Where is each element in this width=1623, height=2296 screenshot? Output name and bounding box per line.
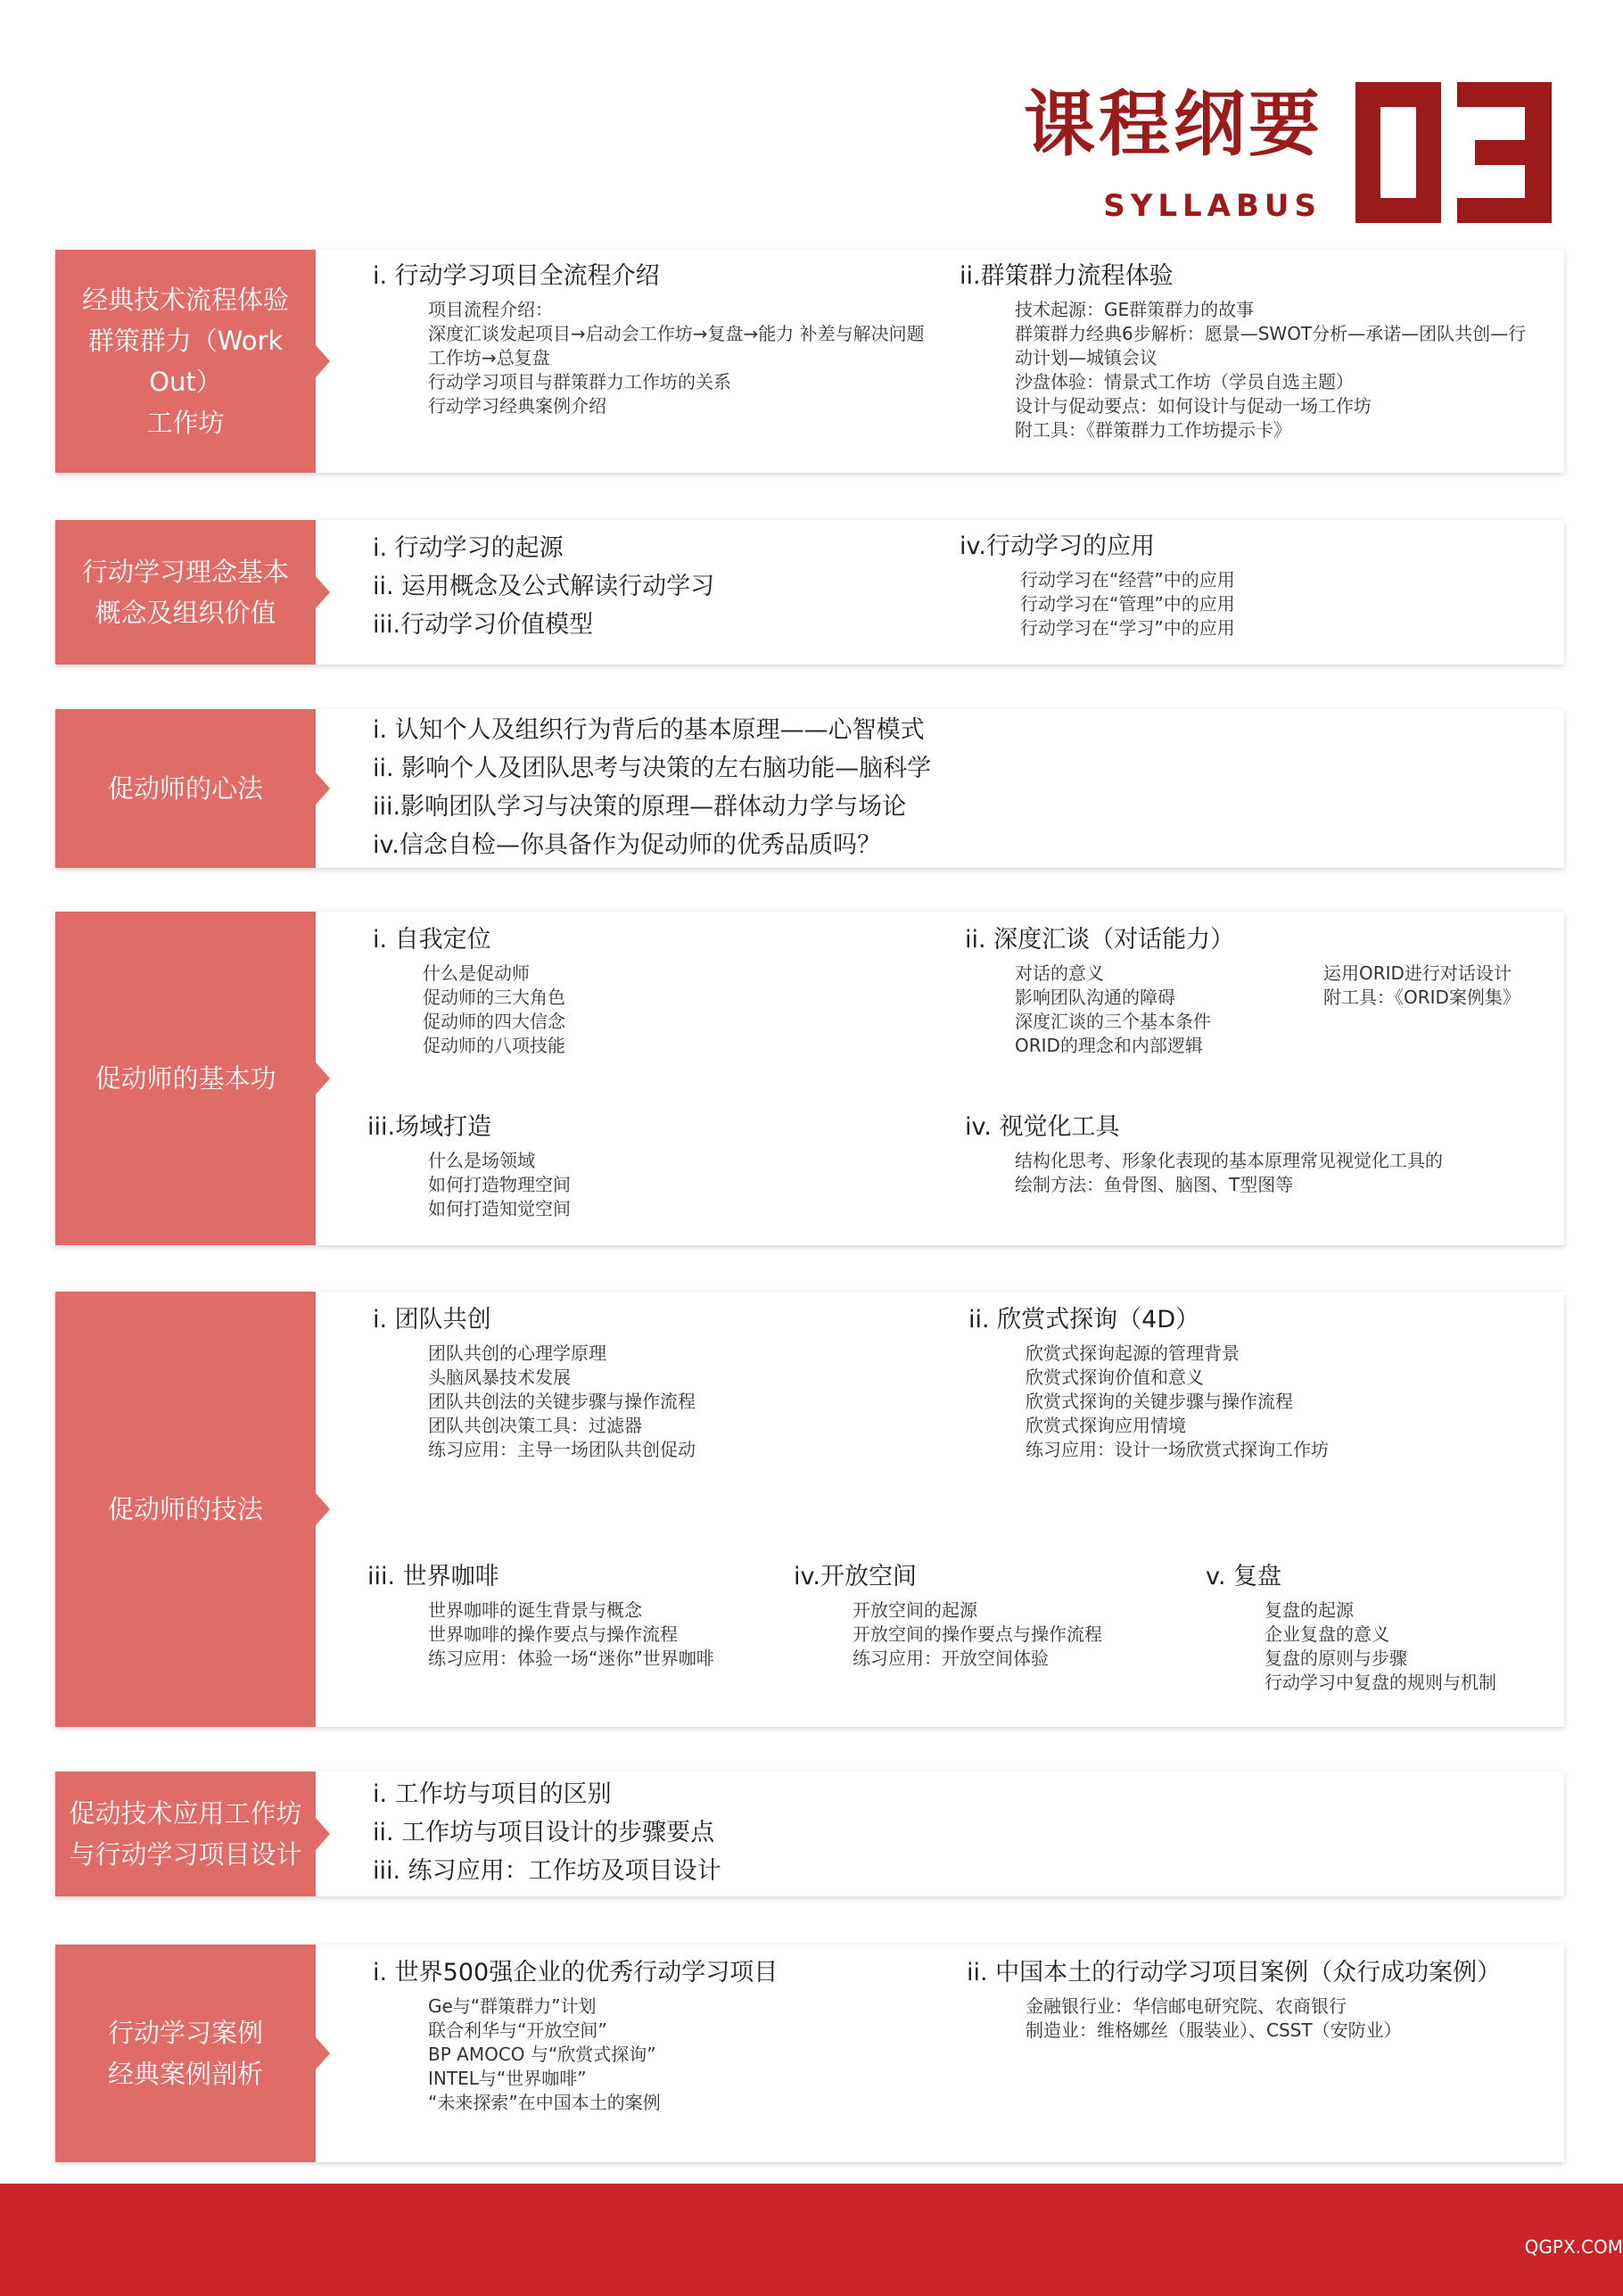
topic-column: iv. 视觉化工具 结构化思考、形象化表现的基本原理常见视觉化工具的 绘制方法：鱼骨图、脑图、T型图等: [965, 1110, 1553, 1197]
section-label: 促动师的心法: [55, 709, 316, 868]
topic-title: iv.开放空间: [794, 1563, 917, 1590]
topic-title: iv. 视觉化工具: [965, 1113, 1120, 1141]
chapter-number: [1355, 82, 1552, 223]
section-facilitator-fundamentals: [55, 912, 1564, 1245]
topic-column: i. 行动学习项目全流程介绍 项目流程介绍： 深度汇谈发起项目→启动会工作坊→复盘→能力 补差与解决问题工作坊→总复盘 行动学习项目与群策群力工作坊的关系 行动学习经典案例介绍: [373, 259, 943, 418]
section-label: 行动学习案例 经典案例剖析: [55, 1945, 316, 2162]
page-subtitle: SYLLABUS: [1103, 188, 1322, 224]
topic-title: iv.行动学习的应用: [960, 533, 1155, 560]
topic-title: i. 自我定位: [373, 926, 491, 954]
section-workshop-design: [55, 1772, 1564, 1896]
topic-title: iii.场域打造: [367, 1113, 492, 1141]
topic-list: i. 工作坊与项目的区别 ii. 工作坊与项目设计的步骤要点 iii. 练习应用：工作坊及项目设计: [373, 1780, 721, 1885]
section-label: 经典技术流程体验 群策群力（Work Out） 工作坊: [55, 250, 316, 473]
page-title: 课程纲要: [1024, 83, 1323, 166]
topic-column: v. 复盘 复盘的起源 企业复盘的意义 复盘的原则与步骤 行动学习中复盘的规则与机制: [1206, 1559, 1553, 1695]
topic-column: i. 团队共创 团队共创的心理学原理 头脑风暴技术发展 团队共创法的关键步骤与操作流程 团队共创决策工具：过滤器 练习应用：主导一场团队共创促动: [373, 1302, 908, 1462]
footer-watermark: QGPX.COM: [1524, 2236, 1623, 2258]
section-classic-workout: [55, 250, 1564, 473]
topic-column: iii. 世界咖啡 世界咖啡的诞生背景与概念 世界咖啡的操作要点与操作流程 练习应用：体验一场“迷你”世界咖啡: [367, 1559, 787, 1671]
section-label: 促动技术应用工作坊 与行动学习项目设计: [55, 1772, 316, 1896]
topic-list: i. 行动学习的起源 ii. 运用概念及公式解读行动学习 iii.行动学习价值模型: [373, 534, 715, 639]
topic-title: v. 复盘: [1206, 1563, 1282, 1590]
section-facilitator-mindset: [55, 709, 1564, 868]
digit-zero-graphic: [1355, 82, 1441, 223]
topic-title: i. 行动学习项目全流程介绍: [373, 262, 660, 290]
topic-column: iv.开放空间 开放空间的起源 开放空间的操作要点与操作流程 练习应用：开放空间体验: [794, 1559, 1186, 1671]
topic-title: iii. 世界咖啡: [367, 1563, 499, 1590]
topic-title: i. 团队共创: [373, 1306, 491, 1334]
section-label: 促动师的技法: [55, 1292, 316, 1727]
section-action-learning-concepts: [55, 520, 1564, 665]
section-facilitator-techniques: [55, 1292, 1564, 1727]
topic-column: ii. 欣赏式探询（4D） 欣赏式探询起源的管理背景 欣赏式探询价值和意义 欣赏式探询的关键步骤与操作流程 欣赏式探询应用情境 练习应用：设计一场欣赏式探询工作坊: [968, 1302, 1539, 1462]
footer-bar: [0, 2184, 1623, 2296]
topic-title: ii. 中国本土的行动学习项目案例（众行成功案例）: [967, 1959, 1502, 1986]
section-case-studies: [55, 1945, 1564, 2162]
topic-title: ii. 深度汇谈（对话能力）: [965, 926, 1235, 954]
topic-list: i. 认知个人及组织行为背后的基本原理——心智模式 ii. 影响个人及团队思考与决策的左右脑功能—脑科学 iii.影响团队学习与决策的原理—群体动力学与场论 iv.信念自检—你具备作为促动师的优秀品质吗？: [373, 716, 932, 859]
topic-title: ii.群策群力流程体验: [960, 262, 1174, 290]
topic-column: ii.群策群力流程体验 技术起源：GE群策群力的故事 群策群力经典6步解析：愿景—SWOT分析—承诺—团队共创—行动计划—城镇会议 沙盘体验：情景式工作坊（学员自选主题） 设计与促动要点：如何设计与促动一场工作坊 附工具：《群策群力工作坊提示卡》: [960, 259, 1548, 442]
section-label: 行动学习理念基本 概念及组织价值: [55, 520, 316, 665]
topic-column: iv.行动学习的应用 行动学习在“经营”中的应用 行动学习在“管理”中的应用 行动学习在“学习”中的应用: [960, 529, 1530, 640]
topic-title: ii. 欣赏式探询（4D）: [968, 1306, 1200, 1334]
topic-column: ii. 中国本土的行动学习项目案例（众行成功案例） 金融银行业：华信邮电研究院、农商银行 制造业：维格娜丝（服装业）、CSST（安防业）: [967, 1955, 1555, 2043]
topic-column: i. 世界500强企业的优秀行动学习项目 Ge与“群策群力”计划 联合利华与“开放空间” BP AMOCO 与“欣赏式探询” INTEL与“世界咖啡” “未来探索”在中国本土的案例: [373, 1955, 943, 2115]
digit-three-graphic: [1457, 82, 1552, 223]
section-label: 促动师的基本功: [55, 912, 316, 1245]
topic-column: 运用ORID进行对话设计 附工具：《ORID案例集》: [1323, 962, 1520, 1008]
topic-column: iii.场域打造 什么是场领域 如何打造物理空间 如何打造知觉空间: [367, 1110, 902, 1221]
topic-column: i. 自我定位 什么是促动师 促动师的三大角色 促动师的四大信念 促动师的八项技能: [373, 922, 908, 1058]
topic-title: i. 世界500强企业的优秀行动学习项目: [373, 1959, 779, 1986]
topic-column: ii. 深度汇谈（对话能力） 对话的意义 影响团队沟通的障碍 深度汇谈的三个基本条件 ORID的理念和内部逻辑: [965, 922, 1268, 1058]
